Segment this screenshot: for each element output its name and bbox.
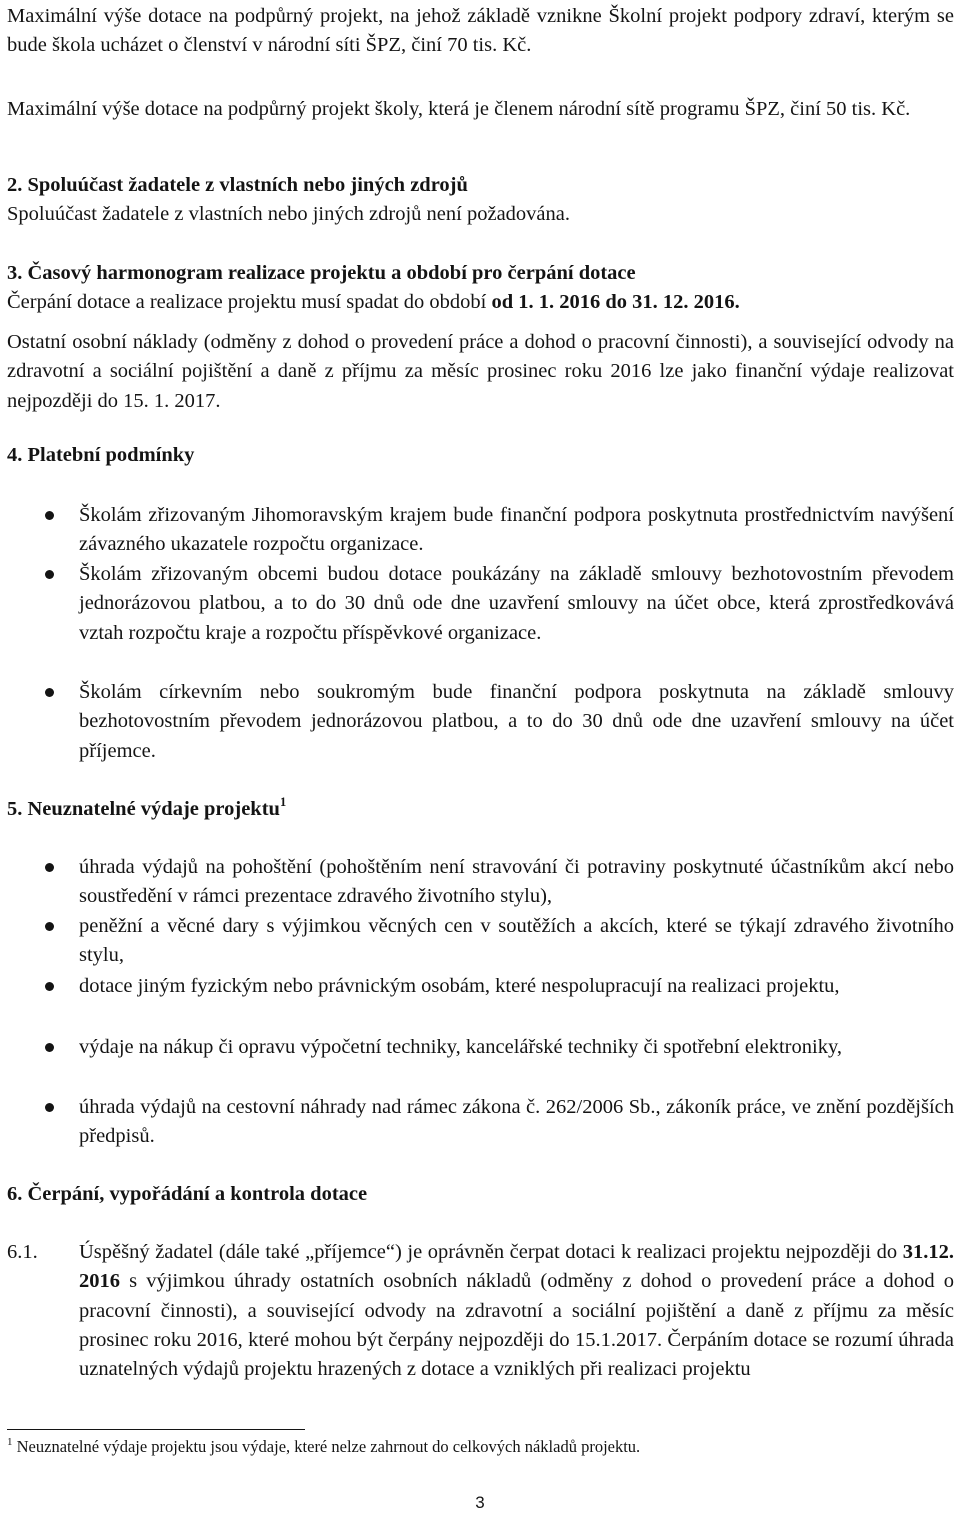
footnote-text: Neuznatelné výdaje projektu jsou výdaje, které nelze zahrnout do celkových nákladů projektu. [12,1437,641,1456]
footnote-mark: 1 [7,1436,13,1448]
footnote-reference: 1 [279,795,287,809]
list-item-text: Školám zřizovaným obcemi budou dotace poukázány na základě smlouvy bezhotovostním převodem jednorázovou platbou, a to do 30 dnů ode dne uzavření smlouvy na účet obce, která zprostředkovává vztah rozpočtu kraje a rozpočtu příspěvkové organizace. [79,563,954,644]
list-item-text: Školám zřizovaným Jihomoravským krajem bude finanční podpora poskytnuta prostřednictvím navýšení závazného ukazatele rozpočtu organizace. [79,504,954,556]
bullet-icon [45,511,54,520]
paragraph-max-dotace-70: Maximální výše dotace na podpůrný projekt, na jehož základě vznikne Školní projekt podpory zdraví, kterým se bude škola ucházet o členství v národní síti ŠPZ, činí 70 tis. Kč. [7,5,954,57]
bullet-icon [45,1043,54,1052]
section-4-heading-text: 4. Platební podmínky [7,444,195,466]
footnote-separator [7,1429,305,1430]
list-item-text: dotace jiným fyzickým nebo právnickým osobám, které nespolupracují na realizaci projektu, [79,975,840,997]
list-item-text: úhrada výdajů na cestovní náhrady nad rámec zákona č. 262/2006 Sb., zákoník práce, ve znění pozdějších předpisů. [79,1096,954,1148]
section-3-text [7,288,954,317]
section-3-heading [7,259,954,288]
item-number: 6.1. [7,1241,38,1263]
section-2-heading-text: 2. Spoluúčast žadatele z vlastních nebo jiných zdrojů [7,174,468,196]
bullet-icon [45,1103,54,1112]
section-3-period: od 1. 1. 2016 do 31. 12. 2016. [491,291,740,313]
list-item-text: výdaje na nákup či opravu výpočetní techniky, kancelářské techniky či spotřební elektroniky, [79,1036,842,1058]
deadline-year: 2016 [79,1270,120,1293]
list-item-text: Školám církevním nebo soukromým bude finanční podpora poskytnuta na základě smlouvy bezhotovostním převodem jednorázovou platbou, a to do 30 dnů ode dne uzavření smlouvy na účet příjemce. [79,681,954,762]
bullet-icon [45,922,54,931]
section-2-heading [7,171,954,200]
section-5-heading-text: 5. Neuznatelné výdaje projektu [7,798,280,820]
paragraph-max-dotace-50: Maximální výše dotace na podpůrný projekt školy, která je členem národní sítě programu ŠPZ, činí 50 tis. Kč. [7,98,911,120]
section-3-heading-text: 3. Časový harmonogram realizace projektu a období pro čerpání dotace [7,262,636,284]
section-6-heading [7,1180,954,1209]
section-5-heading [7,795,954,826]
footnote [7,1436,640,1460]
section-2-text: Spoluúčast žadatele z vlastních nebo jiných zdrojů není požadována. [7,203,570,225]
section-3-paragraph: Ostatní osobní náklady (odměny z dohod o provedení práce a dohod o pracovní činnosti), a související odvody na zdravotní a sociální pojištění a daně z příjmu za měsíc prosinec roku 2016 lze jako finanční výdaje realizovat nejpozději do 15. 1. 2017. [7,331,954,412]
section-6-heading-text: 6. Čerpání, vypořádání a kontrola dotace [7,1183,368,1205]
section-4-heading [7,441,954,470]
section-6-1-text-c: s výjimkou úhrady ostatních osobních nákladů (odměny z dohod o provedení práce a dohod o pracovní činnosti), a související odvody na zdravotní a sociální pojištění a daně z příjmu za měsíc prosinec roku 2016, které mohou být čerpány nejpozději do 15.1.2017. Čerpáním dotace se rozumí úhrada uznatelných výdajů projektu hrazených z dotace a vzniklých při realizaci projektu [79,1270,954,1381]
bullet-icon [45,570,54,579]
bullet-icon [45,688,54,697]
bullet-icon [45,863,54,872]
list-item-text: úhrada výdajů na pohoštění (pohoštěním není stravování či potraviny poskytnuté účastníkům akcí nebo soustředění v rámci prezentace zdravého životního stylu), [79,856,954,908]
bullet-icon [45,982,54,991]
section-6-1-text-a: Úspěšný žadatel (dále také „příjemce“) je oprávněn čerpat dotaci k realizaci projektu nejpozději do [79,1241,903,1263]
page-number: 3 [475,1493,485,1512]
section-3-text-lead: Čerpání dotace a realizace projektu musí spadat do období [7,291,492,313]
section-6-1-text [79,1238,954,1384]
deadline-date: 31.12. [902,1241,954,1263]
list-item-text: peněžní a věcné dary s výjimkou věcných cen v soutěžích a akcích, které se týkají zdravého životního stylu, [79,915,954,967]
